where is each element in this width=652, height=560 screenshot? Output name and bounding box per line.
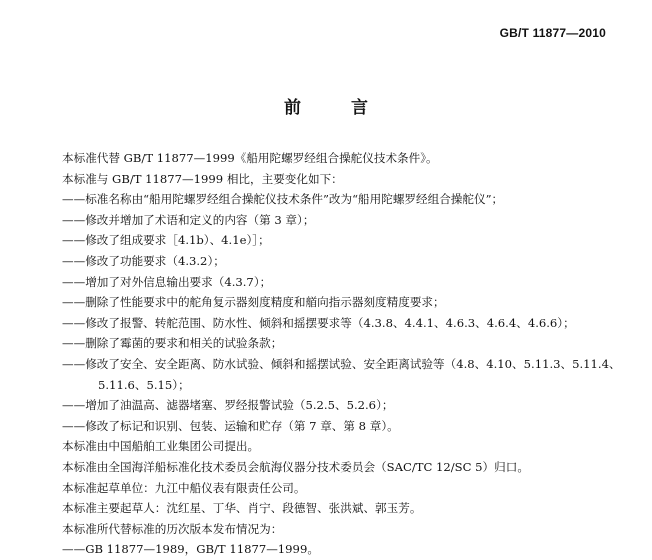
list-item: ——修改了报警、转舵范围、防水性、倾斜和摇摆要求等（4.3.8、4.4.1、4.6.3、4.6.4、4.6.6）； — [62, 315, 575, 330]
text-line: 本标准所代替标准的历次版本发布情况为： — [62, 521, 283, 536]
list-item: ——修改了标记和识别、包装、运输和贮存（第 7 章、第 8 章）。 — [62, 418, 399, 433]
list-item: ——标准名称由“船用陀螺罗经组合操舵仪技术条件”改为“船用陀螺罗经组合操舵仪”； — [62, 192, 504, 207]
standard-code: GB/T 11877—2010 — [499, 26, 606, 40]
foreword-body — [62, 148, 622, 560]
list-item: ——删除了性能要求中的舵角复示器刻度精度和艏向指示器刻度精度要求； — [62, 295, 445, 310]
list-item: ——增加了对外信息输出要求（4.3.7）； — [62, 274, 272, 289]
text-line: 本标准代替 GB/T 11877—1999《船用陀螺罗经组合操舵仪技术条件》。 — [62, 151, 438, 165]
list-item: ——删除了霉菌的要求和相关的试验条款； — [62, 336, 283, 351]
list-item: ——GB 11877—1989，GB/T 11877—1999。 — [62, 542, 319, 557]
list-item: ——修改了功能要求（4.3.2）； — [62, 253, 225, 268]
text-line: 本标准由中国船舶工业集团公司提出。 — [62, 439, 260, 454]
list-item-continuation: 5.11.6、5.15）； — [98, 377, 190, 392]
text-line: 本标准主要起草人：沈红星、丁华、肖宁、段德智、张洪斌、郭玉芳。 — [62, 501, 422, 516]
list-item: ——修改并增加了术语和定义的内容（第 3 章）； — [62, 212, 315, 227]
list-item: ——修改了组成要求［4.1b）、4.1e）］； — [62, 233, 270, 248]
text-line: 本标准起草单位：九江中船仪表有限责任公司。 — [62, 480, 306, 495]
text-line: 本标准与 GB/T 11877—1999 相比，主要变化如下： — [62, 171, 343, 186]
page-title: 前 言 — [284, 98, 390, 118]
list-item: ——增加了油温高、滤器堵塞、罗经报警试验（5.2.5、5.2.6）； — [62, 398, 394, 413]
list-item: ——修改了安全、安全距离、防水试验、倾斜和摇摆试验、安全距离试验等（4.8、4.10、5.11.3、5.11.4、 — [62, 356, 621, 371]
text-line: 本标准由全国海洋船标准化技术委员会航海仪器分技术委员会（SAC/TC 12/SC 5）归口。 — [62, 459, 529, 474]
